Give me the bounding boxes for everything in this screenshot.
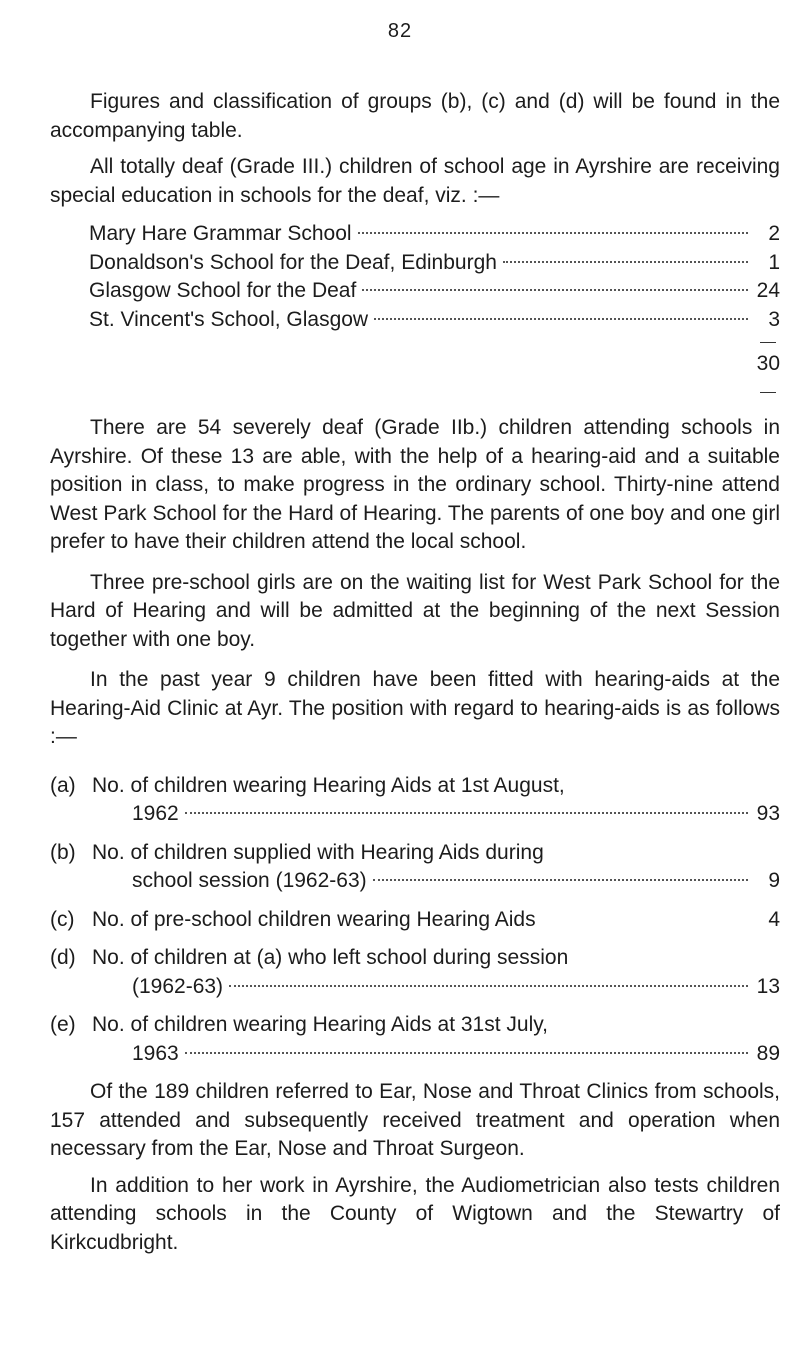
schools-total-block <box>89 334 780 402</box>
dot-leader <box>503 261 748 263</box>
dot-leader <box>185 1052 748 1054</box>
page-body <box>50 88 780 1257</box>
item-text-cont: 1962 <box>132 802 179 825</box>
item-text-cont: (1962-63) <box>132 974 224 998</box>
dot-leader <box>374 318 748 320</box>
item-letter: (e) <box>50 1013 76 1036</box>
item-letter: (c) <box>50 907 75 931</box>
paragraph-ent-clinics: Of the 189 children referred to Ear, Nose and Throat Clinics from schools, 157 attended and subsequently received treatment and operation when necessary from the Ear, Nose and Throat Surgeon. <box>50 1080 780 1160</box>
item-value: 89 <box>756 1041 780 1065</box>
item-value: 13 <box>756 974 780 998</box>
dot-leader <box>373 879 748 881</box>
school-count: 24 <box>756 279 780 302</box>
item-text: No. of children supplied with Hearing Aids during <box>92 840 544 864</box>
deaf-schools-list <box>89 220 780 334</box>
hearing-aids-list <box>50 772 780 1069</box>
list-item <box>89 277 780 306</box>
list-item <box>50 1011 780 1068</box>
list-item <box>50 906 780 935</box>
dot-leader <box>362 289 748 291</box>
list-item <box>50 839 780 896</box>
school-count: 1 <box>768 250 780 274</box>
item-letter: (a) <box>50 773 76 797</box>
school-count: 2 <box>768 222 780 245</box>
school-name: Glasgow School for the Deaf <box>89 279 357 302</box>
item-letter: (b) <box>50 840 76 864</box>
paragraph-severely-deaf: There are 54 severely deaf (Grade IIb.) children attending schools in Ayrshire. Of these 13 are able, with the help of a hearing-aid and a suitable position in class, to make progress in the ordinary school. Thirty-nine attend West Park School for the Hard of Hearing. The parents of one boy and one girl prefer to have their children attend the local school. <box>50 416 780 553</box>
school-name: Mary Hare Grammar School <box>89 222 352 245</box>
paragraph-totally-deaf: All totally deaf (Grade III.) children of school age in Ayrshire are receiving special education in schools for the deaf, viz. :— <box>50 155 780 207</box>
list-item <box>89 249 780 278</box>
school-name: St. Vincent's School, Glasgow <box>89 307 369 331</box>
total-rule-top <box>760 342 776 343</box>
list-item <box>50 772 780 829</box>
school-name: Donaldson's School for the Deaf, Edinburgh <box>89 250 497 274</box>
total-rule-bottom <box>760 392 776 393</box>
item-text-cont: school session (1962-63) <box>132 869 367 892</box>
list-item <box>89 220 780 249</box>
item-text-cont: 1963 <box>132 1041 179 1065</box>
item-text: No. of pre-school children wearing Hearing Aids <box>92 907 536 931</box>
item-text: No. of children wearing Hearing Aids at 1st August, <box>92 773 565 797</box>
item-letter: (d) <box>50 946 76 969</box>
paragraph-audiometrician: In addition to her work in Ayrshire, the Audiometrician also tests children attending schools in the County of Wigtown and the Stewartry of Kirkcudbright. <box>50 1173 780 1254</box>
dot-leader <box>229 985 748 987</box>
item-text: No. of children wearing Hearing Aids at 31st July, <box>92 1013 549 1036</box>
item-value: 4 <box>768 907 780 931</box>
list-item <box>50 944 780 1001</box>
paragraph-hearing-aid-clinic: In the past year 9 children have been fitted with hearing-aids at the Hearing-Aid Clinic at Ayr. The position with regard to hearing-aids is as follows :— <box>50 668 780 748</box>
paragraph-pre-school: Three pre-school girls are on the waiting list for West Park School for the Hard of Hearing and will be admitted at the beginning of the next Session together with one boy. <box>50 570 780 651</box>
dot-leader <box>185 812 748 814</box>
list-item <box>89 306 780 335</box>
dot-leader <box>358 232 748 234</box>
paragraph-groups-table: Figures and classification of groups (b), (c) and (d) will be found in the accompanying table. <box>50 90 780 142</box>
item-text: No. of children at (a) who left school during session <box>92 946 569 969</box>
item-value: 93 <box>756 802 780 825</box>
item-value: 9 <box>768 869 780 892</box>
page-number: 82 <box>387 20 413 42</box>
schools-total: 30 <box>756 352 780 375</box>
school-count: 3 <box>768 307 780 331</box>
